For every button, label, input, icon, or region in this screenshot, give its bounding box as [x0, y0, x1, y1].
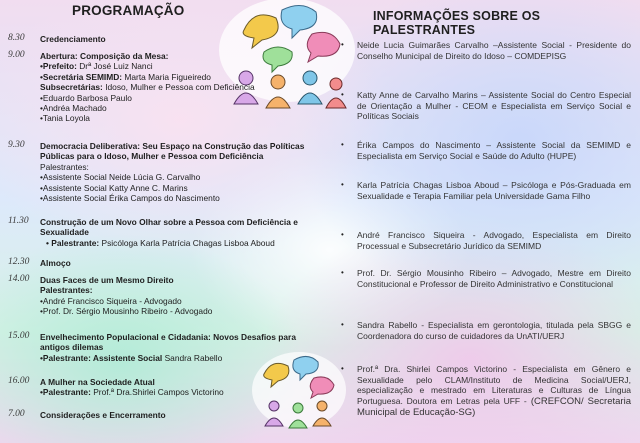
schedule-time: 9.00	[8, 50, 25, 60]
schedule-time: 12.30	[8, 257, 30, 267]
bullet-icon: •	[341, 320, 344, 329]
schedule-entry: Considerações e Encerramento	[40, 410, 166, 420]
schedule-time: 11.30	[8, 216, 29, 226]
schedule-entry: Almoço	[40, 258, 71, 268]
speaker-item: • Sandra Rabello - Especialista em gerontologia, titulada pela SBGG e Coordenadora do curso de cuidadores da UnATI/UERJ	[341, 320, 631, 341]
speaker-item: • Prof.ª Dra. Shirlei Campos Victorino - Especialista em Gênero e Sexualidade pelo CLAM/Instituto de Medicina Social/UERJ, especialização e mestrado em Literaturas e Culturas de Língua Portuguesa. Doutora em Letras pela UFF - (CREFCON/ Secretaria Municipal de Educação-SG)	[341, 364, 631, 418]
schedule-entry: Construção de um Novo Olhar sobre a Pessoa com Deficiência e Sexualidade • Palestrante: Psicóloga Karla Patrícia Chagas Lisboa Aboud	[40, 217, 298, 248]
schedule-time: 7.00	[8, 409, 25, 419]
bullet-icon: •	[341, 268, 344, 277]
schedule-entry	[40, 34, 315, 44]
speaker-item: • Érika Campos do Nascimento – Assistente Social da SEMIMD e Especialista em Serviço Social e Saúde do Adulto (HUPE)	[341, 140, 631, 161]
schedule-entry: Democracia Deliberativa: Seu Espaço na Construção das Políticas Públicas para o Idoso, Mulher e Pessoa com Deficiência Palestrantes: •Assistente Social Neide Lúcia G. Carvalho •Assistente Social Katty Anne C. Marins •Assistente Social Érika Campos do Nascimento	[40, 141, 305, 204]
schedule-time: 14.00	[8, 274, 30, 284]
speaker-item: • André Francisco Siqueira - Advogado, Especialista em Direito Processual e Subsecretário Jurídico da SEMIMD	[341, 230, 631, 251]
schedule-time: 8.30	[8, 33, 25, 43]
bullet-icon: •	[341, 90, 344, 99]
schedule-time: 9.30	[8, 140, 25, 150]
schedule-line: Credenciamento	[40, 34, 106, 44]
speaker-item: • Katty Anne de Carvalho Marins – Assistente Social do Centro Especial de Orientação a Mulher - CEOM e Especialista em Serviço Social e Políticas Sociais	[341, 90, 631, 121]
schedule-entry: Envelhecimento Populacional e Cidadania: Novos Desafios para antigos dilemas •Palestrante: Assistente Social Sandra Rabello	[40, 332, 296, 363]
schedule-entry: A Mulher na Sociedade Atual •Palestrante: Prof.ª Dra.Shirlei Campos Victorino	[40, 377, 224, 398]
bullet-icon: •	[341, 230, 344, 239]
schedule-time: 16.00	[8, 376, 30, 386]
schedule-entry: Abertura: Composição da Mesa: •Prefeito: Drª José Luiz Nanci •Secretária SEMIMD: Marta Maria Figueiredo Subsecretárias: Idoso, Mulher e Pessoa com Deficiência •Eduardo Barbosa Paulo •Andréa Machado •Tania Loyola	[40, 51, 255, 124]
speaker-item: • Neide Lucia Guimarães Carvalho –Assistente Social - Presidente do Conselho Municipal de Direito do Idoso – COMDEPISG	[341, 40, 631, 61]
speaker-item: • Karla Patrícia Chagas Lisboa Aboud – Psicóloga e Pós-Graduada em Sexualidade e Terapia Familiar pela Universidade Gama Filho	[341, 180, 631, 201]
bullet-icon: •	[341, 364, 344, 373]
schedule-entry: Duas Faces de um Mesmo Direito Palestrantes: •André Francisco Siqueira - Advogado •Prof. Dr. Sérgio Mousinho Ribeiro - Advogado	[40, 275, 213, 317]
schedule-time: 15.00	[8, 331, 30, 341]
bullet-icon: •	[341, 140, 344, 149]
speakers-title: INFORMAÇÕES SOBRE OS PALESTRANTES	[373, 9, 541, 37]
schedule-title: PROGRAMAÇÃO	[72, 3, 185, 18]
bullet-icon: •	[341, 180, 344, 189]
bullet-icon: •	[341, 40, 344, 49]
speaker-item: • Prof. Dr. Sérgio Mousinho Ribeiro – Advogado, Mestre em Direito Constitucional e Professor de Direito Administrativo e Constitucional	[341, 268, 631, 289]
